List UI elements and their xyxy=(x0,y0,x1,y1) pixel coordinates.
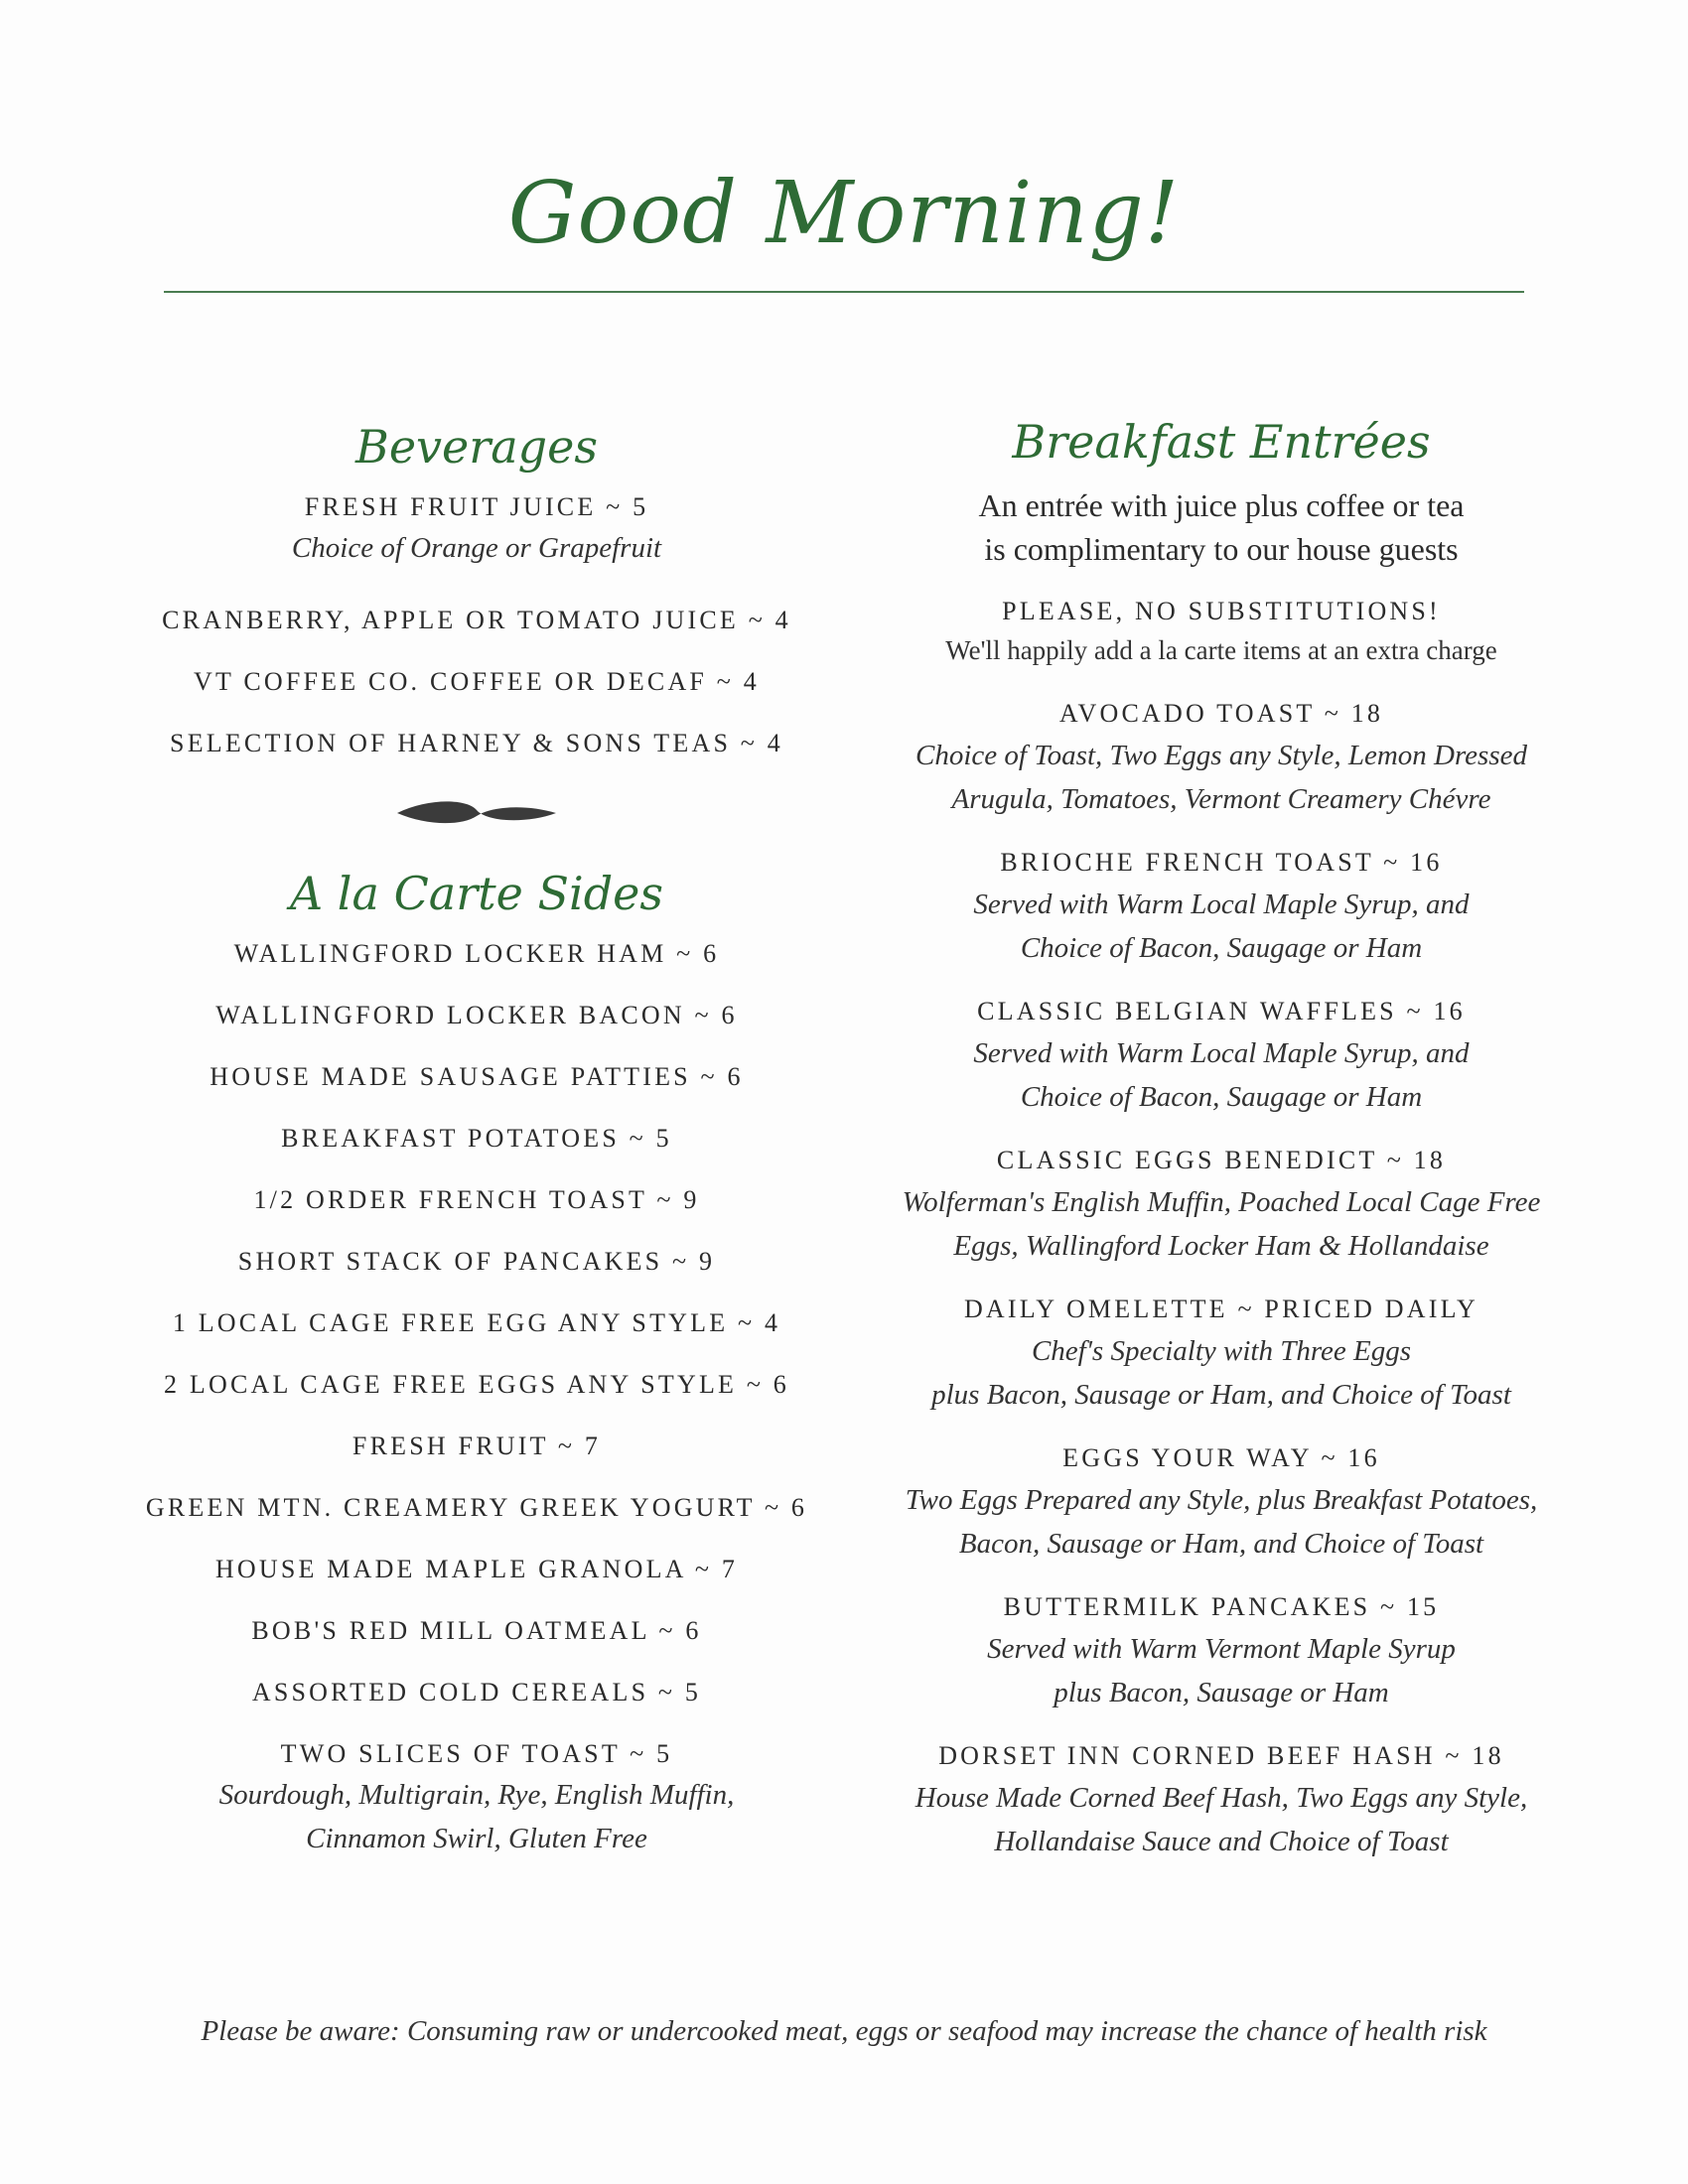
item-description: Eggs, Wallingford Locker Ham & Hollandaise xyxy=(953,1230,1489,1262)
item-description: Choice of Bacon, Saugage or Ham xyxy=(1020,1081,1423,1113)
item-name: 1/2 ORDER FRENCH TOAST ~ 9 xyxy=(253,1185,700,1214)
menu-item xyxy=(109,935,844,973)
item-name: GREEN MTN. CREAMERY GREEK YOGURT ~ 6 xyxy=(145,1493,808,1522)
menu-item xyxy=(864,1438,1579,1566)
intro-line: An entrée with juice plus coffee or tea xyxy=(978,487,1465,523)
flourish-divider-icon xyxy=(109,790,844,836)
menu-item xyxy=(109,488,844,570)
item-name: WALLINGFORD LOCKER BACON ~ 6 xyxy=(215,1001,738,1029)
notice-text: We'll happily add a la carte items at an extra charge xyxy=(945,635,1497,665)
item-name: DORSET INN CORNED BEEF HASH ~ 18 xyxy=(938,1741,1504,1770)
right-column xyxy=(864,412,1579,1885)
item-name: CRANBERRY, APPLE OR TOMATO JUICE ~ 4 xyxy=(162,606,791,634)
menu-item xyxy=(109,1674,844,1711)
item-name: FRESH FRUIT ~ 7 xyxy=(352,1432,602,1460)
item-name: CLASSIC BELGIAN WAFFLES ~ 16 xyxy=(977,997,1466,1025)
item-name: 2 LOCAL CAGE FREE EGGS ANY STYLE ~ 6 xyxy=(163,1370,789,1399)
item-description: Served with Warm Vermont Maple Syrup xyxy=(987,1633,1456,1665)
beverages-heading: Beverages xyxy=(355,420,598,474)
item-description: plus Bacon, Sausage or Ham xyxy=(1054,1677,1389,1708)
item-description: plus Bacon, Sausage or Ham, and Choice of Toast xyxy=(931,1379,1511,1411)
item-name: BOB'S RED MILL OATMEAL ~ 6 xyxy=(251,1616,702,1645)
menu-item xyxy=(109,1243,844,1281)
entrees-intro xyxy=(864,483,1579,571)
menu-item xyxy=(109,1304,844,1342)
item-description: Choice of Toast, Two Eggs any Style, Lemon Dressed xyxy=(915,740,1527,771)
item-description: Choice of Bacon, Saugage or Ham xyxy=(1020,932,1423,964)
item-name: VT COFFEE CO. COFFEE OR DECAF ~ 4 xyxy=(194,667,760,696)
item-description: Bacon, Sausage or Ham, and Choice of Toast xyxy=(958,1528,1484,1560)
item-name: CLASSIC EGGS BENEDICT ~ 18 xyxy=(996,1146,1447,1174)
menu-item xyxy=(109,1181,844,1219)
item-name: SELECTION OF HARNEY & SONS TEAS ~ 4 xyxy=(170,729,783,757)
menu-item xyxy=(109,997,844,1034)
item-name: AVOCADO TOAST ~ 18 xyxy=(1058,699,1384,728)
left-column xyxy=(109,417,844,1884)
item-description: Two Eggs Prepared any Style, plus Breakfast Potatoes, xyxy=(905,1484,1538,1516)
menu-item xyxy=(864,1141,1579,1268)
item-name: ASSORTED COLD CEREALS ~ 5 xyxy=(251,1678,702,1706)
item-description: Cinnamon Swirl, Gluten Free xyxy=(306,1823,647,1854)
menu-item xyxy=(864,694,1579,821)
item-name: HOUSE MADE MAPLE GRANOLA ~ 7 xyxy=(214,1555,739,1583)
menu-item xyxy=(109,1612,844,1650)
item-name: BUTTERMILK PANCAKES ~ 15 xyxy=(1003,1592,1440,1621)
title-divider xyxy=(164,291,1524,293)
menu-item xyxy=(109,1120,844,1158)
item-name: EGGS YOUR WAY ~ 16 xyxy=(1062,1443,1380,1472)
health-disclaimer: Please be aware: Consuming raw or undercooked meat, eggs or seafood may increase the chance of health risk xyxy=(201,2015,1487,2047)
item-description: Choice of Orange or Grapefruit xyxy=(291,532,662,564)
menu-item xyxy=(864,1736,1579,1863)
intro-line: is complimentary to our house guests xyxy=(984,531,1459,567)
menu-item xyxy=(864,1587,1579,1714)
item-name: TWO SLICES OF TOAST ~ 5 xyxy=(280,1739,673,1768)
item-description: Arugula, Tomatoes, Vermont Creamery Chévre xyxy=(951,783,1491,815)
page-title: Good Morning! xyxy=(507,164,1181,263)
item-name: DAILY OMELETTE ~ PRICED DAILY xyxy=(963,1295,1479,1323)
item-description: Chef's Specialty with Three Eggs xyxy=(1031,1335,1412,1367)
menu-item xyxy=(109,1428,844,1465)
item-description: Served with Warm Local Maple Syrup, and xyxy=(973,1037,1470,1069)
menu-item xyxy=(109,663,844,701)
entrees-heading: Breakfast Entrées xyxy=(1012,415,1431,469)
item-name: FRESH FRUIT JUICE ~ 5 xyxy=(304,492,649,521)
item-name: HOUSE MADE SAUSAGE PATTIES ~ 6 xyxy=(210,1062,744,1091)
menu-item xyxy=(864,843,1579,970)
item-description: Served with Warm Local Maple Syrup, and xyxy=(973,888,1470,920)
menu-item xyxy=(109,725,844,762)
item-name: BRIOCHE FRENCH TOAST ~ 16 xyxy=(1000,848,1443,877)
item-name: BREAKFAST POTATOES ~ 5 xyxy=(281,1124,672,1153)
item-description: Sourdough, Multigrain, Rye, English Muffin, xyxy=(218,1779,735,1811)
menu-item xyxy=(109,1489,844,1527)
item-name: SHORT STACK OF PANCAKES ~ 9 xyxy=(237,1247,716,1276)
menu-item xyxy=(109,1058,844,1096)
item-description: Hollandaise Sauce and Choice of Toast xyxy=(994,1826,1449,1857)
menu-item xyxy=(109,602,844,639)
item-description: House Made Corned Beef Hash, Two Eggs any Style, xyxy=(914,1782,1528,1814)
menu-item xyxy=(864,1290,1579,1417)
substitution-notice xyxy=(864,593,1579,670)
menu-item xyxy=(109,1366,844,1404)
notice-title: PLEASE, NO SUBSTITUTIONS! xyxy=(1002,597,1441,625)
sides-heading: A la Carte Sides xyxy=(289,867,664,920)
menu-item xyxy=(864,992,1579,1119)
item-name: WALLINGFORD LOCKER HAM ~ 6 xyxy=(233,939,720,968)
menu-item xyxy=(109,1735,844,1860)
menu-item xyxy=(109,1551,844,1588)
item-name: 1 LOCAL CAGE FREE EGG ANY STYLE ~ 4 xyxy=(172,1308,781,1337)
item-description: Wolferman's English Muffin, Poached Local Cage Free xyxy=(902,1186,1541,1218)
